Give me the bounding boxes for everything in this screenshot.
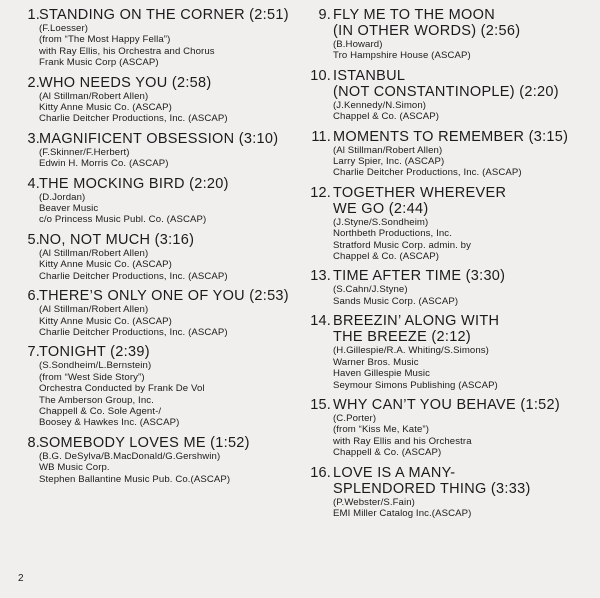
track-title: (IN OTHER WORDS) (2:56) (333, 23, 521, 39)
track-body (39, 344, 304, 428)
track-credit: with Ray Ellis, his Orchestra and Chorus (39, 45, 215, 57)
track-number: 1. (27, 7, 40, 23)
track-number: 15. (310, 396, 331, 413)
track-title: WHY CAN’T YOU BEHAVE (1:52) (333, 396, 561, 413)
track-title: THERE’S ONLY ONE OF YOU (2:53) (39, 288, 289, 305)
track-title: THE BREEZE (2:12) (333, 329, 472, 346)
track-number: 3. (27, 130, 40, 147)
track-title: TONIGHT (2:39) (39, 344, 150, 361)
track-credit: (Al Stillman/Robert Allen) (39, 90, 149, 102)
track-body (39, 232, 304, 282)
track-entry (14, 232, 304, 282)
track-number: 14. (310, 313, 331, 330)
track-number: 9. (318, 7, 331, 23)
track-credit: (F.Loesser) (39, 23, 89, 34)
track-number: 13. (310, 268, 331, 285)
track-credit: Beaver Music (39, 203, 99, 215)
track-credit: (from “West Side Story”) (39, 371, 145, 383)
track-credit: (D.Jordan) (39, 191, 86, 203)
track-number: 12. (310, 184, 331, 201)
track-title: TOGETHER WHEREVER (333, 184, 507, 201)
track-number: 11. (311, 128, 331, 145)
track-credit: Chappell & Co. (ASCAP) (333, 447, 442, 459)
track-credit: Chappel & Co. (ASCAP) (333, 111, 440, 123)
track-number: 5. (27, 231, 40, 248)
track-credit: (Al Stillman/Robert Allen) (333, 144, 443, 156)
track-credit: Kitty Anne Music Co. (ASCAP) (39, 259, 172, 271)
track-number: 16. (310, 464, 331, 481)
track-credit: (B.G. DeSylva/B.MacDonald/G.Gershwin) (39, 450, 221, 462)
track-title: MOMENTS TO REMEMBER (3:15) (333, 128, 569, 145)
track-body (39, 75, 304, 125)
track-credit: Charlie Deitcher Productions, Inc. (ASCAP) (39, 270, 228, 282)
track-title: SPLENDORED THING (3:33) (333, 480, 531, 497)
track-credit: (Al Stillman/Robert Allen) (39, 247, 149, 259)
track-credit: Kitty Anne Music Co. (ASCAP) (39, 315, 172, 327)
track-title: MAGNIFICENT OBSESSION (3:10) (39, 130, 279, 147)
track-title: WE GO (2:44) (333, 200, 429, 217)
track-entry (14, 7, 304, 69)
track-credit: Haven Gillespie Music (333, 368, 431, 380)
track-body (333, 185, 591, 263)
track-credit: Northbeth Productions, Inc. (333, 228, 452, 240)
track-entry (301, 313, 591, 391)
track-number: 7. (27, 344, 40, 361)
track-credit: Stratford Music Corp. admin. by (333, 239, 471, 251)
track-credit: (F.Skinner/F.Herbert) (39, 146, 130, 158)
track-body (333, 313, 591, 391)
track-credit: The Amberson Group, Inc. (39, 394, 154, 406)
track-entry (301, 129, 591, 179)
track-credit: Kitty Anne Music Co. (ASCAP) (39, 102, 172, 114)
track-credit: WB Music Corp. (39, 462, 110, 474)
track-body (333, 7, 591, 62)
track-entry (301, 68, 591, 123)
track-credit: Charlie Deitcher Productions, Inc. (ASCAP) (39, 113, 228, 125)
track-credit: (B.Howard) (333, 39, 383, 50)
track-column-left (14, 7, 304, 491)
track-body (39, 7, 304, 69)
track-credit: Boosey & Hawkes Inc. (ASCAP) (39, 417, 180, 429)
track-title: SOMEBODY LOVES ME (1:52) (39, 434, 250, 451)
track-number: 10. (310, 67, 331, 84)
track-credit: (from “The Most Happy Fella”) (39, 34, 171, 46)
track-entry (301, 465, 591, 520)
track-entry (301, 185, 591, 263)
track-title: WHO NEEDS YOU (2:58) (39, 74, 212, 91)
track-title: STANDING ON THE CORNER (2:51) (39, 7, 289, 23)
track-entry (14, 344, 304, 428)
track-body (333, 397, 591, 459)
track-number: 6. (27, 288, 40, 305)
track-entry (14, 176, 304, 226)
track-credit: Seymour Simons Publishing (ASCAP) (333, 379, 498, 391)
track-entry (301, 397, 591, 459)
track-credit: (H.Gillespie/R.A. Whiting/S.Simons) (333, 345, 489, 357)
track-body (39, 288, 304, 338)
track-credit: Larry Spier, Inc. (ASCAP) (333, 156, 445, 168)
track-entry (14, 75, 304, 125)
track-body (333, 129, 591, 179)
track-title: THE MOCKING BIRD (2:20) (39, 175, 229, 192)
track-title: BREEZIN’ ALONG WITH (333, 313, 500, 330)
track-body (333, 68, 591, 123)
track-credit: (J.Kennedy/N.Simon) (333, 99, 427, 111)
track-number: 8. (27, 434, 40, 451)
track-credit: with Ray Ellis and his Orchestra (333, 435, 472, 447)
track-entry (301, 268, 591, 307)
track-entry (301, 7, 591, 62)
track-credit: (Al Stillman/Robert Allen) (39, 304, 149, 316)
track-credit: (J.Styne/S.Sondheim) (333, 216, 429, 228)
track-credit: Sands Music Corp. (ASCAP) (333, 295, 459, 307)
track-title: FLY ME TO THE MOON (333, 7, 495, 23)
track-column-right (301, 7, 591, 525)
track-credit: (C.Porter) (333, 412, 377, 424)
track-credit: Chappell & Co. Sole Agent-/ (39, 405, 162, 417)
track-title: TIME AFTER TIME (3:30) (333, 268, 506, 285)
track-number: 2. (27, 74, 40, 91)
track-credit: Stephen Ballantine Music Pub. Co.(ASCAP) (39, 473, 231, 485)
track-credit: Orchestra Conducted by Frank De Vol (39, 383, 205, 395)
track-credit: (P.Webster/S.Fain) (333, 496, 415, 508)
track-entry (14, 288, 304, 338)
track-credit: Charlie Deitcher Productions, Inc. (ASCAP) (39, 326, 228, 338)
track-credit: (from “Kiss Me, Kate”) (333, 424, 430, 436)
track-credit: Chappel & Co. (ASCAP) (333, 251, 440, 263)
track-credit: Tro Hampshire House (ASCAP) (333, 50, 471, 62)
track-number: 4. (27, 175, 40, 192)
track-body (39, 131, 304, 170)
track-credit: Warner Bros. Music (333, 356, 419, 368)
track-title: (NOT CONSTANTINOPLE) (2:20) (333, 83, 559, 100)
track-title: NO, NOT MUCH (3:16) (39, 231, 195, 248)
track-credit: c/o Princess Music Publ. Co. (ASCAP) (39, 214, 207, 226)
track-entry (14, 131, 304, 170)
track-entry (14, 435, 304, 485)
track-title: ISTANBUL (333, 67, 406, 84)
track-credit: Charlie Deitcher Productions, Inc. (ASCAP) (333, 167, 522, 179)
track-credit: (S.Sondheim/L.Bernstein) (39, 360, 152, 372)
track-credit: EMI Miller Catalog Inc.(ASCAP) (333, 507, 472, 519)
track-credit: Edwin H. Morris Co. (ASCAP) (39, 158, 169, 170)
track-title: LOVE IS A MANY- (333, 464, 456, 481)
track-body (39, 176, 304, 226)
track-credit: (S.Cahn/J.Styne) (333, 284, 408, 296)
track-body (333, 268, 591, 307)
track-body (39, 435, 304, 485)
track-body (333, 465, 591, 520)
page-number: 2 (18, 573, 24, 584)
track-credit: Frank Music Corp (ASCAP) (39, 57, 159, 69)
